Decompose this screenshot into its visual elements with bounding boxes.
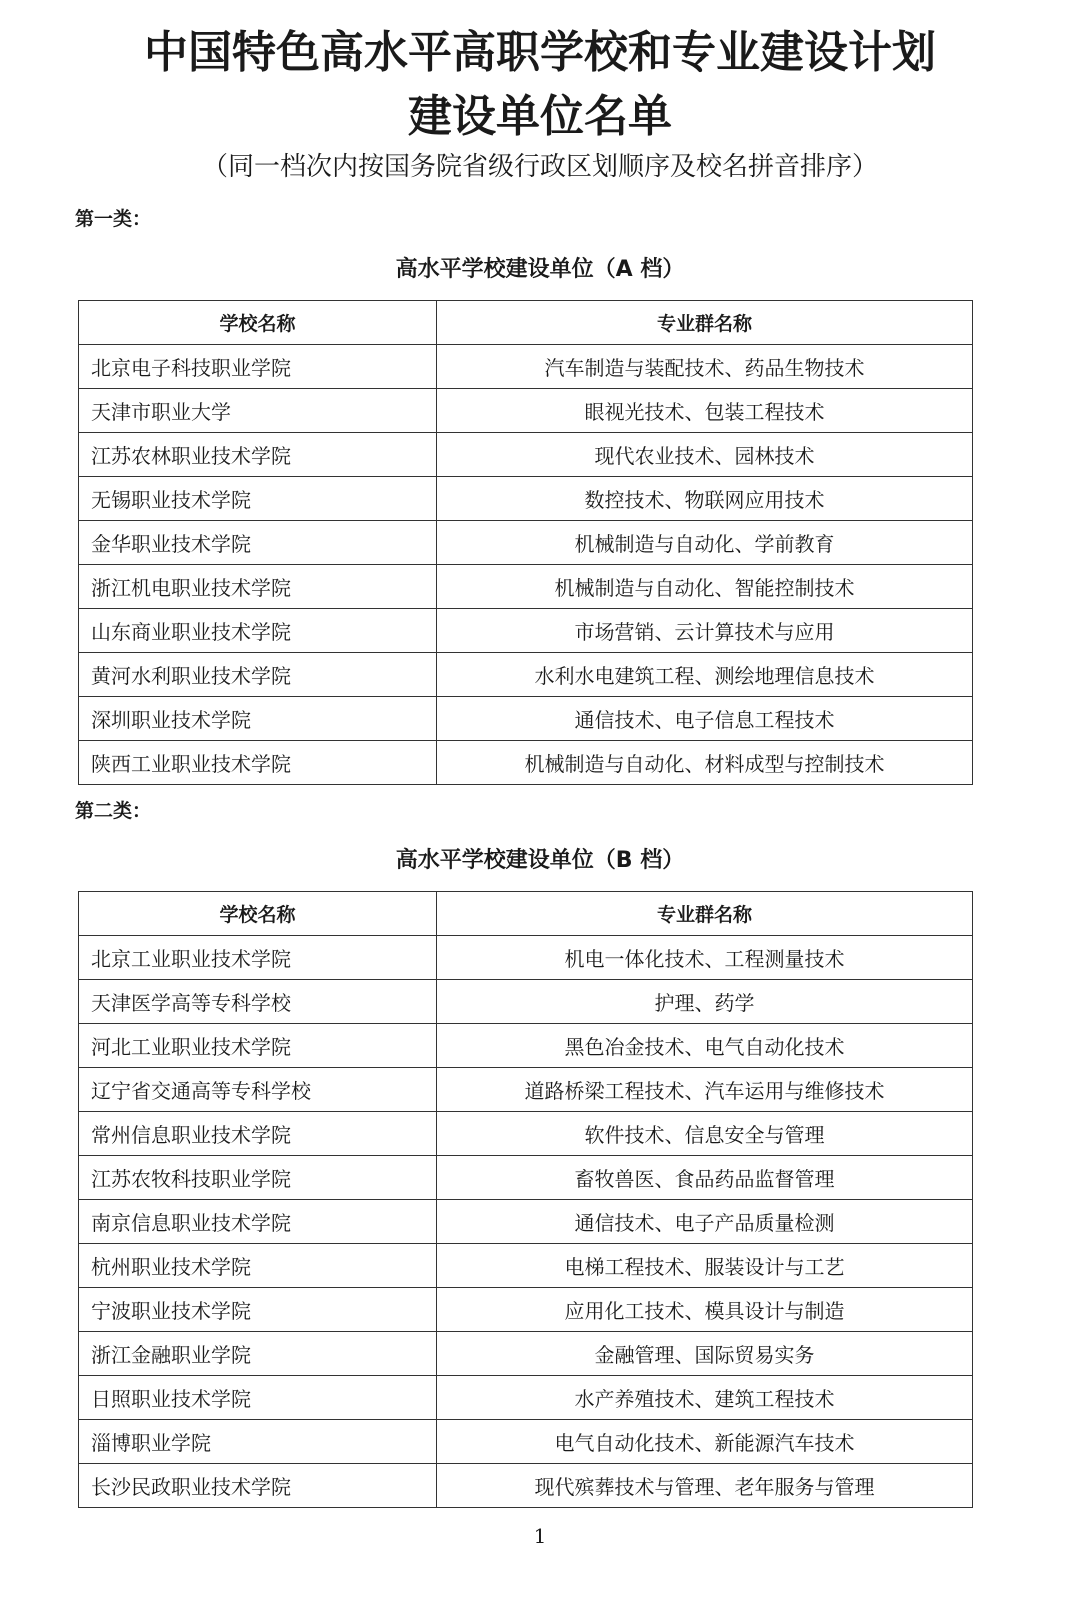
major-group-cell: 软件技术、信息安全与管理 <box>437 1112 973 1156</box>
section-a-title: 高水平学校建设单位（A 档） <box>395 257 685 282</box>
table-row <box>79 697 973 741</box>
major-group-cell: 机械制造与自动化、学前教育 <box>437 521 973 565</box>
major-group-cell: 机械制造与自动化、材料成型与控制技术 <box>437 741 973 785</box>
table-row <box>79 980 973 1024</box>
major-group-cell: 应用化工技术、模具设计与制造 <box>437 1288 973 1332</box>
school-name-cell: 陕西工业职业技术学院 <box>79 741 437 785</box>
column-header-major: 专业群名称 <box>437 892 973 936</box>
table-row <box>79 1288 973 1332</box>
school-name-cell: 长沙民政职业技术学院 <box>79 1464 437 1508</box>
major-group-cell: 道路桥梁工程技术、汽车运用与维修技术 <box>437 1068 973 1112</box>
major-group-cell: 市场营销、云计算技术与应用 <box>437 609 973 653</box>
table-row <box>79 433 973 477</box>
school-name-cell: 常州信息职业技术学院 <box>79 1112 437 1156</box>
document-subtitle: （同一档次内按国务院省级行政区划顺序及校名拼音排序） <box>201 152 878 182</box>
major-group-cell: 眼视光技术、包装工程技术 <box>437 389 973 433</box>
column-header-school: 学校名称 <box>79 892 437 936</box>
column-header-school: 学校名称 <box>79 301 437 345</box>
school-name-cell: 金华职业技术学院 <box>79 521 437 565</box>
school-name-cell: 浙江机电职业技术学院 <box>79 565 437 609</box>
table-row <box>79 936 973 980</box>
table-row <box>79 1112 973 1156</box>
major-group-cell: 畜牧兽医、食品药品监督管理 <box>437 1156 973 1200</box>
column-header-major: 专业群名称 <box>437 301 973 345</box>
document-title-line1: 中国特色高水平高职学校和专业建设计划 <box>144 27 936 78</box>
major-group-cell: 机械制造与自动化、智能控制技术 <box>437 565 973 609</box>
major-group-cell: 通信技术、电子信息工程技术 <box>437 697 973 741</box>
table-row <box>79 1200 973 1244</box>
table-row <box>79 1068 973 1112</box>
table-row <box>79 653 973 697</box>
document-title-line2: 建设单位名单 <box>408 91 672 142</box>
school-name-cell: 北京电子科技职业学院 <box>79 345 437 389</box>
major-group-cell: 电气自动化技术、新能源汽车技术 <box>437 1420 973 1464</box>
major-group-cell: 护理、药学 <box>437 980 973 1024</box>
school-name-cell: 淄博职业学院 <box>79 1420 437 1464</box>
school-name-cell: 杭州职业技术学院 <box>79 1244 437 1288</box>
table-row <box>79 565 973 609</box>
school-name-cell: 天津市职业大学 <box>79 389 437 433</box>
category-one-label: 第一类： <box>75 208 152 230</box>
school-name-cell: 河北工业职业技术学院 <box>79 1024 437 1068</box>
school-name-cell: 天津医学高等专科学校 <box>79 980 437 1024</box>
table-row <box>79 521 973 565</box>
major-group-cell: 机电一体化技术、工程测量技术 <box>437 936 973 980</box>
major-group-cell: 现代农业技术、园林技术 <box>437 433 973 477</box>
school-name-cell: 山东商业职业技术学院 <box>79 609 437 653</box>
major-group-cell: 通信技术、电子产品质量检测 <box>437 1200 973 1244</box>
major-group-cell: 水利水电建筑工程、测绘地理信息技术 <box>437 653 973 697</box>
school-name-cell: 南京信息职业技术学院 <box>79 1200 437 1244</box>
school-name-cell: 深圳职业技术学院 <box>79 697 437 741</box>
table-row <box>79 609 973 653</box>
table-row <box>79 1024 973 1068</box>
school-name-cell: 宁波职业技术学院 <box>79 1288 437 1332</box>
table-row <box>79 1156 973 1200</box>
table-row <box>79 1464 973 1508</box>
major-group-cell: 电梯工程技术、服装设计与工艺 <box>437 1244 973 1288</box>
school-name-cell: 日照职业技术学院 <box>79 1376 437 1420</box>
school-name-cell: 无锡职业技术学院 <box>79 477 437 521</box>
major-group-cell: 现代殡葬技术与管理、老年服务与管理 <box>437 1464 973 1508</box>
major-group-cell: 黑色冶金技术、电气自动化技术 <box>437 1024 973 1068</box>
school-name-cell: 黄河水利职业技术学院 <box>79 653 437 697</box>
school-name-cell: 浙江金融职业学院 <box>79 1332 437 1376</box>
table-row <box>79 389 973 433</box>
major-group-cell: 数控技术、物联网应用技术 <box>437 477 973 521</box>
major-group-cell: 金融管理、国际贸易实务 <box>437 1332 973 1376</box>
table-b <box>78 891 973 1508</box>
school-name-cell: 江苏农林职业技术学院 <box>79 433 437 477</box>
table-row <box>79 1244 973 1288</box>
major-group-cell: 水产养殖技术、建筑工程技术 <box>437 1376 973 1420</box>
table-row <box>79 1332 973 1376</box>
major-group-cell: 汽车制造与装配技术、药品生物技术 <box>437 345 973 389</box>
table-row <box>79 741 973 785</box>
table-row <box>79 1420 973 1464</box>
school-name-cell: 北京工业职业技术学院 <box>79 936 437 980</box>
category-two-label: 第二类： <box>75 800 152 822</box>
school-name-cell: 江苏农牧科技职业学院 <box>79 1156 437 1200</box>
table-header-row <box>79 301 973 345</box>
table-row <box>79 345 973 389</box>
table-header-row <box>79 892 973 936</box>
section-b-title: 高水平学校建设单位（B 档） <box>395 848 685 873</box>
table-row <box>79 477 973 521</box>
page-number: 1 <box>533 1524 547 1548</box>
table-a <box>78 300 973 785</box>
table-row <box>79 1376 973 1420</box>
school-name-cell: 辽宁省交通高等专科学校 <box>79 1068 437 1112</box>
